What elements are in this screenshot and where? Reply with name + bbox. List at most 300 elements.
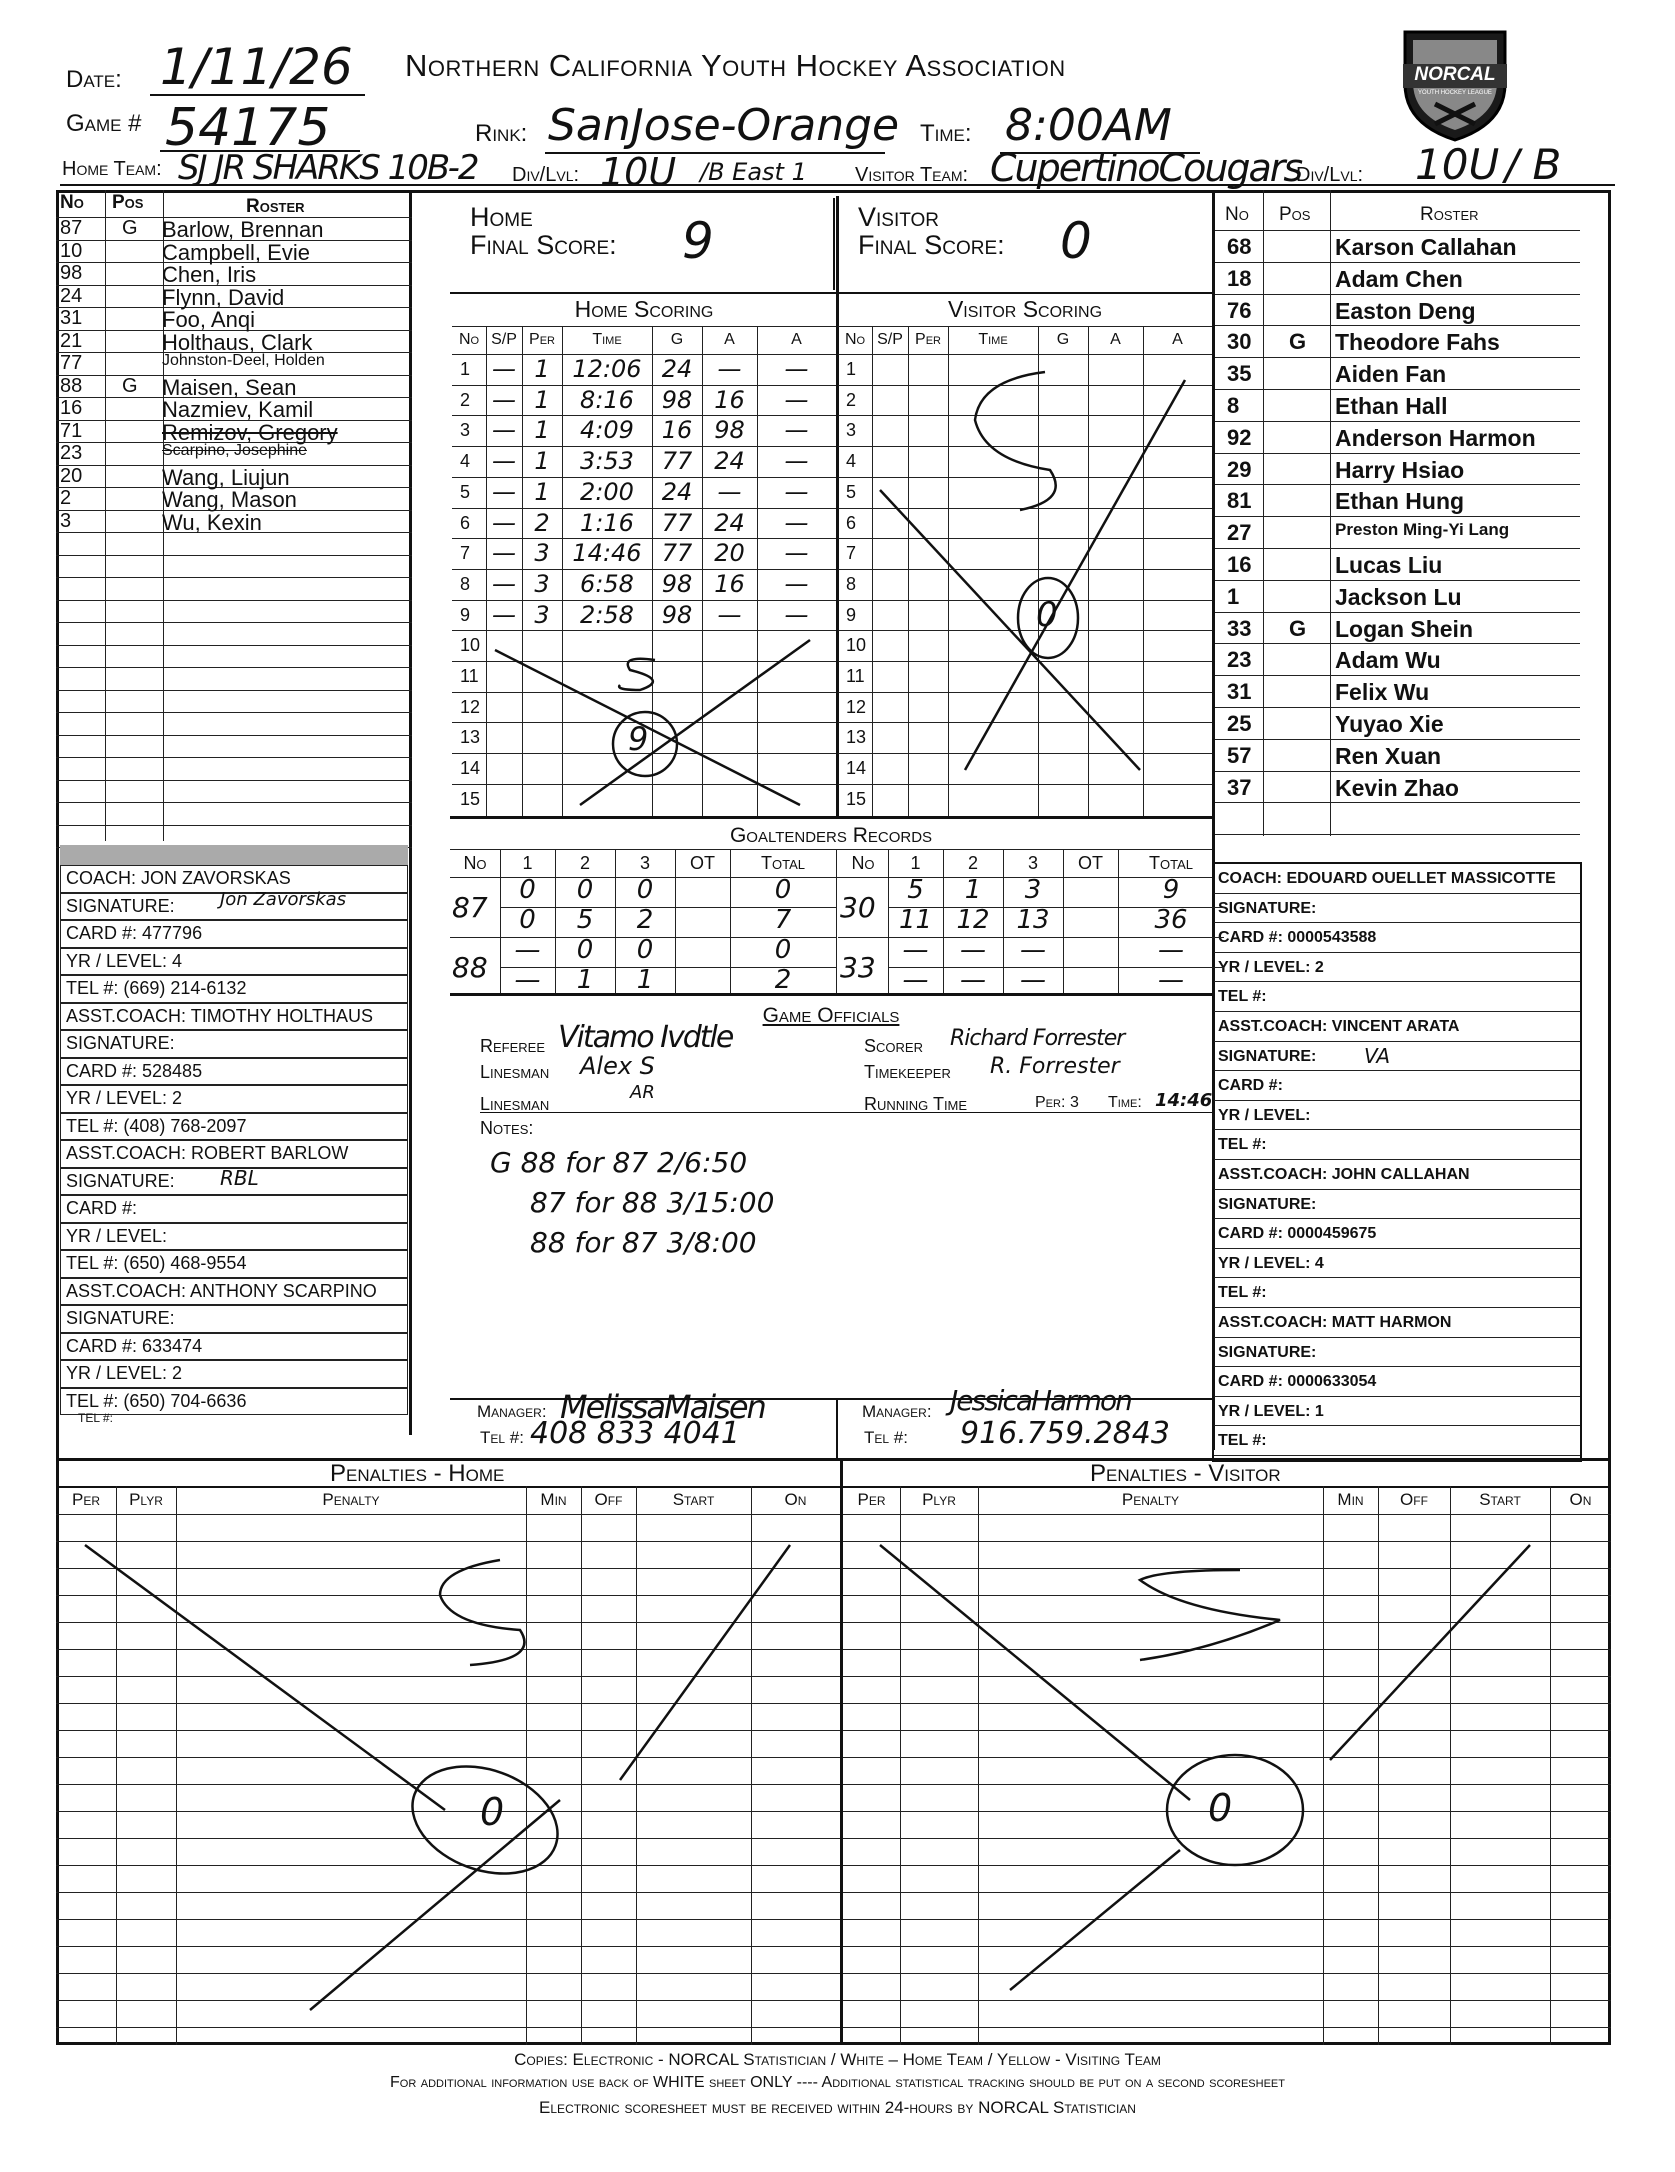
home-player-no: 77 <box>60 352 83 374</box>
home_scoring-row-number: 14 <box>460 758 481 779</box>
visitor-player-no: 92 <box>1227 424 1252 450</box>
visitor-penalty-header: Off <box>1400 1490 1428 1509</box>
visitor-goalie-sv: 12 <box>956 905 990 935</box>
home_scoring-a2: — <box>784 600 809 629</box>
visitor-player-no: 30 <box>1227 329 1252 355</box>
home_scoring-a2: — <box>784 539 809 568</box>
linesman1-value: Alex S <box>580 1052 655 1080</box>
home-player-name: Flynn, David <box>162 284 285 310</box>
visitor-staff-a2_card: CARD #: 0000459675 <box>1218 1225 1377 1243</box>
notes-label: Notes: <box>480 1118 534 1138</box>
linesman2-label: Linesman <box>480 1094 550 1114</box>
home_scoring-a2: — <box>784 447 809 476</box>
home_scoring-per: 3 <box>534 569 550 598</box>
home_scoring-a2: — <box>784 416 809 445</box>
visitor-staff-coach: COACH: EDOUARD OUELLET MASSICOTTE <box>1218 870 1556 887</box>
goalie-title: Goaltenders Records <box>729 824 933 847</box>
goalie-header: Total <box>1149 853 1193 873</box>
home_scoring-a1: 20 <box>714 539 745 568</box>
home-goalie-ga: 0 <box>774 875 792 905</box>
home-manager-tel-label: Tel #: <box>480 1428 524 1447</box>
visitor-player-name: Adam Wu <box>1335 647 1441 674</box>
visitor-staff-a2: ASST.COACH: JOHN CALLAHAN <box>1218 1166 1470 1183</box>
home-player-no: 31 <box>60 307 83 329</box>
note-line-1: G 88 for 87 2/6:50 <box>490 1146 748 1179</box>
visitor-player-no: 76 <box>1227 297 1252 323</box>
visitor-goalie-ga: 9 <box>1162 875 1180 905</box>
home_scoring-row-number: 6 <box>460 512 471 533</box>
home-penalty-header: Penalty <box>322 1490 380 1509</box>
visitor-goalie-sv: 13 <box>1016 905 1050 935</box>
visitor-penalty-void-oval <box>1167 1755 1303 1865</box>
home-staff-extra-tel: TEL #: <box>78 1411 113 1425</box>
home-goalie-ga: 0 <box>774 935 792 965</box>
home_scoring-header: Per <box>529 331 555 348</box>
home-goalie-no: 87 <box>452 891 488 924</box>
visitor-staff-a1_sig: SIGNATURE: <box>1218 1047 1317 1065</box>
visitor-goalie-sv: — <box>902 965 929 995</box>
home_scoring-per: 1 <box>534 355 550 383</box>
home-manager-label: Manager: <box>477 1402 547 1421</box>
referee-value: Vitamo Ivdtle <box>558 1020 733 1055</box>
home_scoring-sp: — <box>492 539 516 568</box>
visitor_scoring-row-number: 3 <box>846 420 857 441</box>
visitor-staff-a1_card: CARD #: <box>1218 1077 1283 1095</box>
home_scoring-g: 77 <box>661 539 693 568</box>
home_scoring-time: 1:16 <box>580 508 634 537</box>
visitor-final-score: 0 <box>1060 212 1092 270</box>
home_scoring-row-number: 11 <box>460 666 479 686</box>
home-goalie-ga: 0 <box>576 875 594 905</box>
home_scoring-per: 1 <box>534 477 550 506</box>
visitor-player-no: 37 <box>1227 774 1252 800</box>
visitor-goalie-sv: 11 <box>898 905 933 935</box>
home_scoring-sp: — <box>492 508 516 537</box>
visitor_scoring-row-number: 14 <box>846 758 867 779</box>
home_scoring-header: No <box>458 331 480 348</box>
home_scoring-time: 4:09 <box>580 416 634 445</box>
visitor-player-no: 68 <box>1227 234 1252 259</box>
visitor-player-name: Adam Chen <box>1335 265 1463 292</box>
home_scoring-row-number: 5 <box>460 481 471 502</box>
visitor-penalty-header: Penalty <box>1121 1490 1180 1509</box>
officials-title: Game Officials <box>762 1004 900 1027</box>
home_scoring-row-number: 13 <box>460 727 481 748</box>
home_scoring-header: G <box>670 331 684 348</box>
home-player-no: 2 <box>60 487 72 509</box>
game-value: 54175 <box>165 98 331 158</box>
home-staff-a3_card: CARD #: 633474 <box>66 1335 203 1356</box>
visitor-scoring-circled: 0 <box>1036 595 1058 635</box>
home_scoring-a1: 24 <box>714 508 745 537</box>
home-player-name: Chen, Iris <box>162 262 257 287</box>
home-goalie-sv: — <box>514 965 541 995</box>
visitor-staff-a3_tel: TEL #: <box>1218 1432 1267 1450</box>
home-staff-a1_yr: YR / LEVEL: 2 <box>66 1088 183 1108</box>
home-team-value: SJ JR SHARKS 10B-2 <box>178 148 478 188</box>
home-staff-card: CARD #: 477796 <box>66 923 203 943</box>
goalie-header: 1 <box>522 853 533 873</box>
home_scoring-row-number: 8 <box>460 573 471 594</box>
visitor-penalty-circled: 0 <box>1208 1786 1233 1830</box>
visitor-staff-a2_sig: SIGNATURE: <box>1218 1195 1317 1213</box>
penalties-home-title: Penalties - Home <box>330 1460 505 1487</box>
scorer-label: Scorer <box>864 1036 923 1056</box>
home-staff-a1: ASST.COACH: TIMOTHY HOLTHAUS <box>66 1005 374 1026</box>
footer-line-1: Copies: Electronic - NORCAL Statistician / White – Home Team / Yellow - Visiting Team <box>514 2050 1161 2069</box>
home-player-no: 20 <box>60 464 83 487</box>
home-penalty-void-line-2 <box>310 1545 790 2010</box>
home_scoring-sp: — <box>492 355 516 383</box>
home-goalie-sv: 0 <box>519 905 536 935</box>
visitor-div-label: Div/Lvl: <box>1296 164 1364 186</box>
visitor-player-name: Karson Callahan <box>1335 234 1517 260</box>
home-staff-a3_yr: YR / LEVEL: 2 <box>66 1363 183 1383</box>
home-penalty-header: On <box>784 1490 807 1509</box>
home-penalty-void-line-1 <box>85 1545 445 1810</box>
visitor-player-no: 8 <box>1227 393 1240 418</box>
home-player-name: Remizov, Gregory <box>162 419 338 445</box>
home_scoring-a1: — <box>717 355 742 383</box>
home_scoring-header: Time <box>592 331 622 348</box>
visitor-label: Visitor <box>858 202 940 232</box>
visitor_scoring-row-number: 11 <box>846 666 865 686</box>
scorer-value: Richard Forrester <box>950 1026 1125 1051</box>
home-roster-header-no: No <box>60 192 84 213</box>
home-final-label: Final Score: <box>470 230 617 260</box>
home-coach-signature: Jon Zavorskas <box>220 888 347 910</box>
home-player-no: 23 <box>60 442 83 464</box>
visitor-div-value: 10U <box>1415 140 1500 189</box>
visitor-player-name: Aiden Fan <box>1335 361 1447 388</box>
goalie-header: 3 <box>639 853 650 873</box>
visitor-staff-yr: YR / LEVEL: 2 <box>1218 958 1324 976</box>
visitor-player-name: Felix Wu <box>1335 679 1430 706</box>
visitor-player-name: Logan Shein <box>1335 615 1473 642</box>
visitor-goalie-ga: — <box>1158 935 1184 965</box>
home-div-extra: /B East 1 <box>700 158 807 186</box>
home-player-name: Foo, Anqi <box>162 307 255 332</box>
visitor-goalie-sv: — <box>1020 965 1046 995</box>
home-player-no: 71 <box>60 419 83 442</box>
home_scoring-header: A <box>724 331 735 348</box>
home-player-no: 21 <box>60 329 83 352</box>
visitor-player-no: 81 <box>1227 488 1252 514</box>
home_scoring-a1: 98 <box>714 416 745 445</box>
visitor_scoring-header: A <box>1172 331 1183 348</box>
association-title: Northern California Youth Hockey Association <box>405 48 1066 83</box>
visitor-staff-a3: ASST.COACH: MATT HARMON <box>1218 1314 1452 1331</box>
running-time-value: 14:46 <box>1155 1090 1213 1111</box>
home-penalty-header: Start <box>672 1490 715 1509</box>
referee-label: Referee <box>480 1036 546 1056</box>
home-goalie-sv: 2 <box>636 905 654 935</box>
home-player-name: Johnston-Deel, Holden <box>162 352 325 369</box>
home_scoring-a2: — <box>784 508 809 537</box>
home-staff-a2: ASST.COACH: ROBERT BARLOW <box>66 1143 349 1163</box>
home-goalie-ga: 0 <box>636 935 654 965</box>
home_scoring-row-number: 2 <box>460 389 471 410</box>
home-player-no: 87 <box>60 217 83 239</box>
visitor_scoring-header: Time <box>978 331 1008 348</box>
home-manager-value: MelissaMaisen <box>560 1388 765 1426</box>
goalie-header: 1 <box>910 853 921 873</box>
visitor_scoring-row-number: 15 <box>846 788 867 809</box>
game-label: Game # <box>66 110 142 137</box>
home-player-name: Scarpino, Josephine <box>162 442 307 459</box>
visitor-staff-card: CARD #: 0000543588 <box>1218 929 1377 947</box>
visitor-staff-a1: ASST.COACH: VINCENT ARATA <box>1218 1018 1460 1035</box>
home-goalie-sv: 1 <box>576 965 594 995</box>
home-div-value: 10U <box>600 150 677 194</box>
home_scoring-a2: — <box>784 385 809 414</box>
visitor-penalty-void-line-2 <box>1010 1545 1530 1990</box>
visitor-penalty-header: Start <box>1479 1490 1521 1509</box>
visitor-player-no: 33 <box>1227 615 1252 641</box>
home_scoring-time: 12:06 <box>572 355 642 383</box>
visitor-roster-header-pos: Pos <box>1279 204 1311 225</box>
visitor-manager-value: JessicaHarmon <box>950 1384 1131 1417</box>
visitor-player-no: 57 <box>1227 742 1252 768</box>
visitor_scoring-row-number: 13 <box>846 727 867 748</box>
running-time-label: Running Time <box>864 1094 968 1114</box>
footer-line-3: Electronic scoresheet must be received within 24-hours by NORCAL Statistician <box>539 2098 1136 2117</box>
visitor_scoring-row-number: 9 <box>846 604 857 625</box>
home-staff-a1_card: CARD #: 528485 <box>66 1060 203 1081</box>
running-per-value: 3 <box>1070 1094 1079 1111</box>
home_scoring-row-number: 12 <box>460 696 481 717</box>
home-penalty-circled: 0 <box>480 1790 505 1834</box>
visitor-scoring-title: Visitor Scoring <box>947 296 1103 322</box>
visitor-penalty-header: Plyr <box>922 1490 956 1509</box>
visitor_scoring-row-number: 12 <box>846 696 867 717</box>
home-penalty-header: Off <box>594 1490 623 1509</box>
visitor-staff-a2_tel: TEL #: <box>1218 1284 1267 1302</box>
home-goalie-ga: — <box>514 935 541 965</box>
running-time-label-2: Time: <box>1108 1094 1142 1111</box>
visitor_scoring-row-number: 1 <box>846 359 857 379</box>
home-player-name: Holthaus, Clark <box>162 329 313 355</box>
note-line-2: 87 for 88 3/15:00 <box>530 1186 775 1219</box>
home-goalie-ga: 0 <box>576 935 594 965</box>
visitor-manager-tel-label: Tel #: <box>864 1428 908 1447</box>
home-player-name: Wu, Kexin <box>162 509 262 535</box>
home-div-label: Div/Lvl: <box>512 164 580 186</box>
visitor-goalie-sv: — <box>1158 965 1184 995</box>
home-player-no: 3 <box>60 509 72 532</box>
home_scoring-g: 98 <box>661 385 693 414</box>
home-goalie-ga: 0 <box>519 875 536 905</box>
visitor-player-no: 31 <box>1227 679 1252 705</box>
home_scoring-a2: — <box>784 477 809 506</box>
visitor-final-label: Final Score: <box>858 230 1005 260</box>
visitor-player-no: 18 <box>1227 265 1252 291</box>
home_scoring-g: 98 <box>661 569 693 598</box>
home_scoring-a1: 16 <box>714 569 745 598</box>
visitor_scoring-row-number: 2 <box>846 389 857 410</box>
home_scoring-time: 6:58 <box>580 569 634 598</box>
home-roster-header-roster: Roster <box>246 196 305 217</box>
home-staff-a3_sig: SIGNATURE: <box>66 1308 175 1328</box>
visitor-staff-a3_card: CARD #: 0000633054 <box>1218 1373 1377 1391</box>
home_scoring-g: 24 <box>661 477 693 506</box>
visitor_scoring-header: A <box>1110 331 1121 348</box>
time-label: Time: <box>920 120 972 147</box>
goalie-header: Total <box>761 853 805 873</box>
home_scoring-per: 1 <box>534 385 550 414</box>
home_scoring-header: A <box>791 331 802 348</box>
home-player-no: 88 <box>60 374 83 397</box>
home-penalty-header: Per <box>71 1490 100 1509</box>
logo-subtext: YOUTH HOCKEY LEAGUE <box>1418 90 1492 96</box>
timekeeper-value: R. Forrester <box>990 1054 1120 1079</box>
visitor-goalie-ga: 5 <box>907 875 924 905</box>
home-team-label: Home Team: <box>62 158 162 180</box>
home-player-name: Nazmiev, Kamil <box>162 397 314 422</box>
visitor-player-name: Kevin Zhao <box>1335 774 1459 801</box>
home-staff-a2_sig: SIGNATURE: <box>66 1170 175 1191</box>
home_scoring-a2: — <box>784 569 809 598</box>
visitor-goalie-ga: 3 <box>1024 875 1042 905</box>
home-penalty-header: Plyr <box>129 1490 163 1509</box>
home-penalty-void-s <box>440 1560 524 1665</box>
home-player-name: Wang, Liujun <box>162 464 290 490</box>
visitor-player-name: Lucas Liu <box>1335 552 1443 578</box>
visitor-asst1-signature: VA <box>1364 1043 1391 1068</box>
visitor_scoring-header: S/P <box>877 331 903 348</box>
visitor-player-pos: G <box>1289 615 1307 641</box>
home-player-no: 16 <box>60 397 83 419</box>
home-player-no: 24 <box>60 284 83 307</box>
home-scoring-circled: 9 <box>628 720 649 758</box>
penalties-visitor-title: Penalties - Visitor <box>1090 1460 1281 1487</box>
home-penalty-header: Min <box>540 1490 567 1509</box>
home_scoring-per: 1 <box>534 416 550 445</box>
home_scoring-time: 2:58 <box>580 600 634 629</box>
visitor-player-name: Ren Xuan <box>1335 742 1442 769</box>
home-staff-signature: SIGNATURE: <box>66 895 175 916</box>
home_scoring-a1: — <box>717 477 742 506</box>
home_scoring-time: 2:00 <box>580 477 634 506</box>
goalie-header: 2 <box>579 853 590 873</box>
visitor-player-name: Yuyao Xie <box>1335 711 1444 737</box>
visitor-manager-label: Manager: <box>862 1402 932 1421</box>
home-player-name: Wang, Mason <box>162 487 297 512</box>
visitor-staff-a3_sig: SIGNATURE: <box>1218 1343 1317 1361</box>
goalie-header: OT <box>690 853 715 873</box>
visitor-player-pos: G <box>1289 329 1307 355</box>
home_scoring-g: 77 <box>661 508 693 537</box>
visitor-goalie-ga: — <box>1020 935 1046 965</box>
home-goalie-sv: 1 <box>636 965 654 995</box>
rink-label: Rink: <box>475 120 528 147</box>
visitor-player-name: Easton Deng <box>1335 297 1476 324</box>
visitor-player-name: Anderson Harmon <box>1335 424 1536 451</box>
home-manager-tel: 408 833 4041 <box>530 1416 740 1451</box>
home-staff-tel: TEL #: (669) 214-6132 <box>66 978 247 998</box>
visitor_scoring-row-number: 4 <box>846 451 857 472</box>
visitor-player-no: 27 <box>1227 520 1252 546</box>
visitor-staff-a1_yr: YR / LEVEL: <box>1218 1106 1311 1124</box>
home_scoring-per: 1 <box>534 447 550 476</box>
visitor-player-name: Ethan Hall <box>1335 393 1448 419</box>
visitor-roster-header-no: No <box>1225 204 1249 225</box>
visitor-player-no: 29 <box>1227 456 1252 482</box>
visitor-goalie-no: 33 <box>840 951 876 984</box>
goalie-header: 2 <box>967 853 978 873</box>
visitor-staff-a1_tel: TEL #: <box>1218 1136 1267 1154</box>
home-staff-yr: YR / LEVEL: 4 <box>66 950 183 971</box>
visitor-staff-a2_yr: YR / LEVEL: 4 <box>1218 1254 1324 1272</box>
home-goalie-no: 88 <box>452 951 488 984</box>
home_scoring-row-number: 4 <box>460 451 471 472</box>
visitor-penalty-void-s <box>1140 1570 1280 1660</box>
home-goalie-sv: 5 <box>576 905 594 935</box>
visitor-staff-tel: TEL #: <box>1218 988 1267 1006</box>
visitor_scoring-header: G <box>1056 331 1070 348</box>
home_scoring-row-number: 9 <box>460 604 471 625</box>
visitor-staff-signature: SIGNATURE: <box>1218 899 1317 917</box>
visitor-goalie-sv: 36 <box>1154 905 1188 935</box>
home-staff-a3_tel: TEL #: (650) 704-6636 <box>66 1390 247 1411</box>
home-staff-a1_tel: TEL #: (408) 768-2097 <box>66 1115 247 1136</box>
home_scoring-per: 2 <box>534 508 550 537</box>
visitor-goalie-no: 30 <box>840 891 876 924</box>
visitor-team-value: CupertinoCougars <box>990 146 1302 190</box>
visitor-player-name: Jackson Lu <box>1335 583 1462 610</box>
visitor-goalie-ga: — <box>902 935 929 965</box>
visitor_scoring-row-number: 10 <box>846 635 867 656</box>
visitor-manager-tel: 916.759.2843 <box>960 1416 1170 1451</box>
visitor-player-name: Preston Ming-Yi Lang <box>1335 520 1510 540</box>
home_scoring-sp: — <box>492 477 516 506</box>
home-player-name: Maisen, Sean <box>162 374 297 400</box>
home_scoring-row-number: 3 <box>460 420 471 441</box>
home-player-pos: G <box>122 217 138 239</box>
visitor-player-name: Ethan Hung <box>1335 488 1465 515</box>
visitor-staff-a3_yr: YR / LEVEL: 1 <box>1218 1402 1324 1420</box>
home_scoring-row-number: 7 <box>460 543 471 564</box>
visitor_scoring-row-number: 7 <box>846 543 857 564</box>
home_scoring-g: 77 <box>661 447 693 476</box>
visitor-goalie-ga: — <box>960 935 986 965</box>
home_scoring-sp: — <box>492 447 516 476</box>
home_scoring-a1: 24 <box>714 447 745 476</box>
home-player-name: Campbell, Evie <box>162 239 310 265</box>
visitor-player-no: 25 <box>1227 711 1252 736</box>
running-per-label: Per: <box>1035 1094 1066 1111</box>
home_scoring-row-number: 15 <box>460 788 481 809</box>
visitor-player-no: 23 <box>1227 647 1252 673</box>
home_scoring-per: 3 <box>534 600 550 629</box>
rink-value: SanJose-Orange <box>548 100 900 151</box>
visitor-div-extra: / B <box>1505 140 1562 189</box>
home-goalie-sv: 2 <box>774 965 792 995</box>
home-staff-a2_card: CARD #: <box>66 1198 138 1218</box>
home_scoring-a1: — <box>717 600 742 629</box>
note-line-3: 88 for 87 3/8:00 <box>530 1226 757 1259</box>
home_scoring-per: 3 <box>534 539 550 568</box>
visitor-player-no: 16 <box>1227 552 1252 577</box>
home-staff-a1_sig: SIGNATURE: <box>66 1033 175 1053</box>
goalie-header: No <box>851 853 875 873</box>
visitor-team-label: Visitor Team: <box>855 164 969 186</box>
home-player-name: Barlow, Brennan <box>162 217 324 242</box>
home_scoring-row-number: 10 <box>460 635 481 656</box>
visitor-player-no: 1 <box>1227 583 1240 609</box>
home_scoring-time: 8:16 <box>580 385 634 414</box>
home-final-score: 9 <box>682 212 714 270</box>
